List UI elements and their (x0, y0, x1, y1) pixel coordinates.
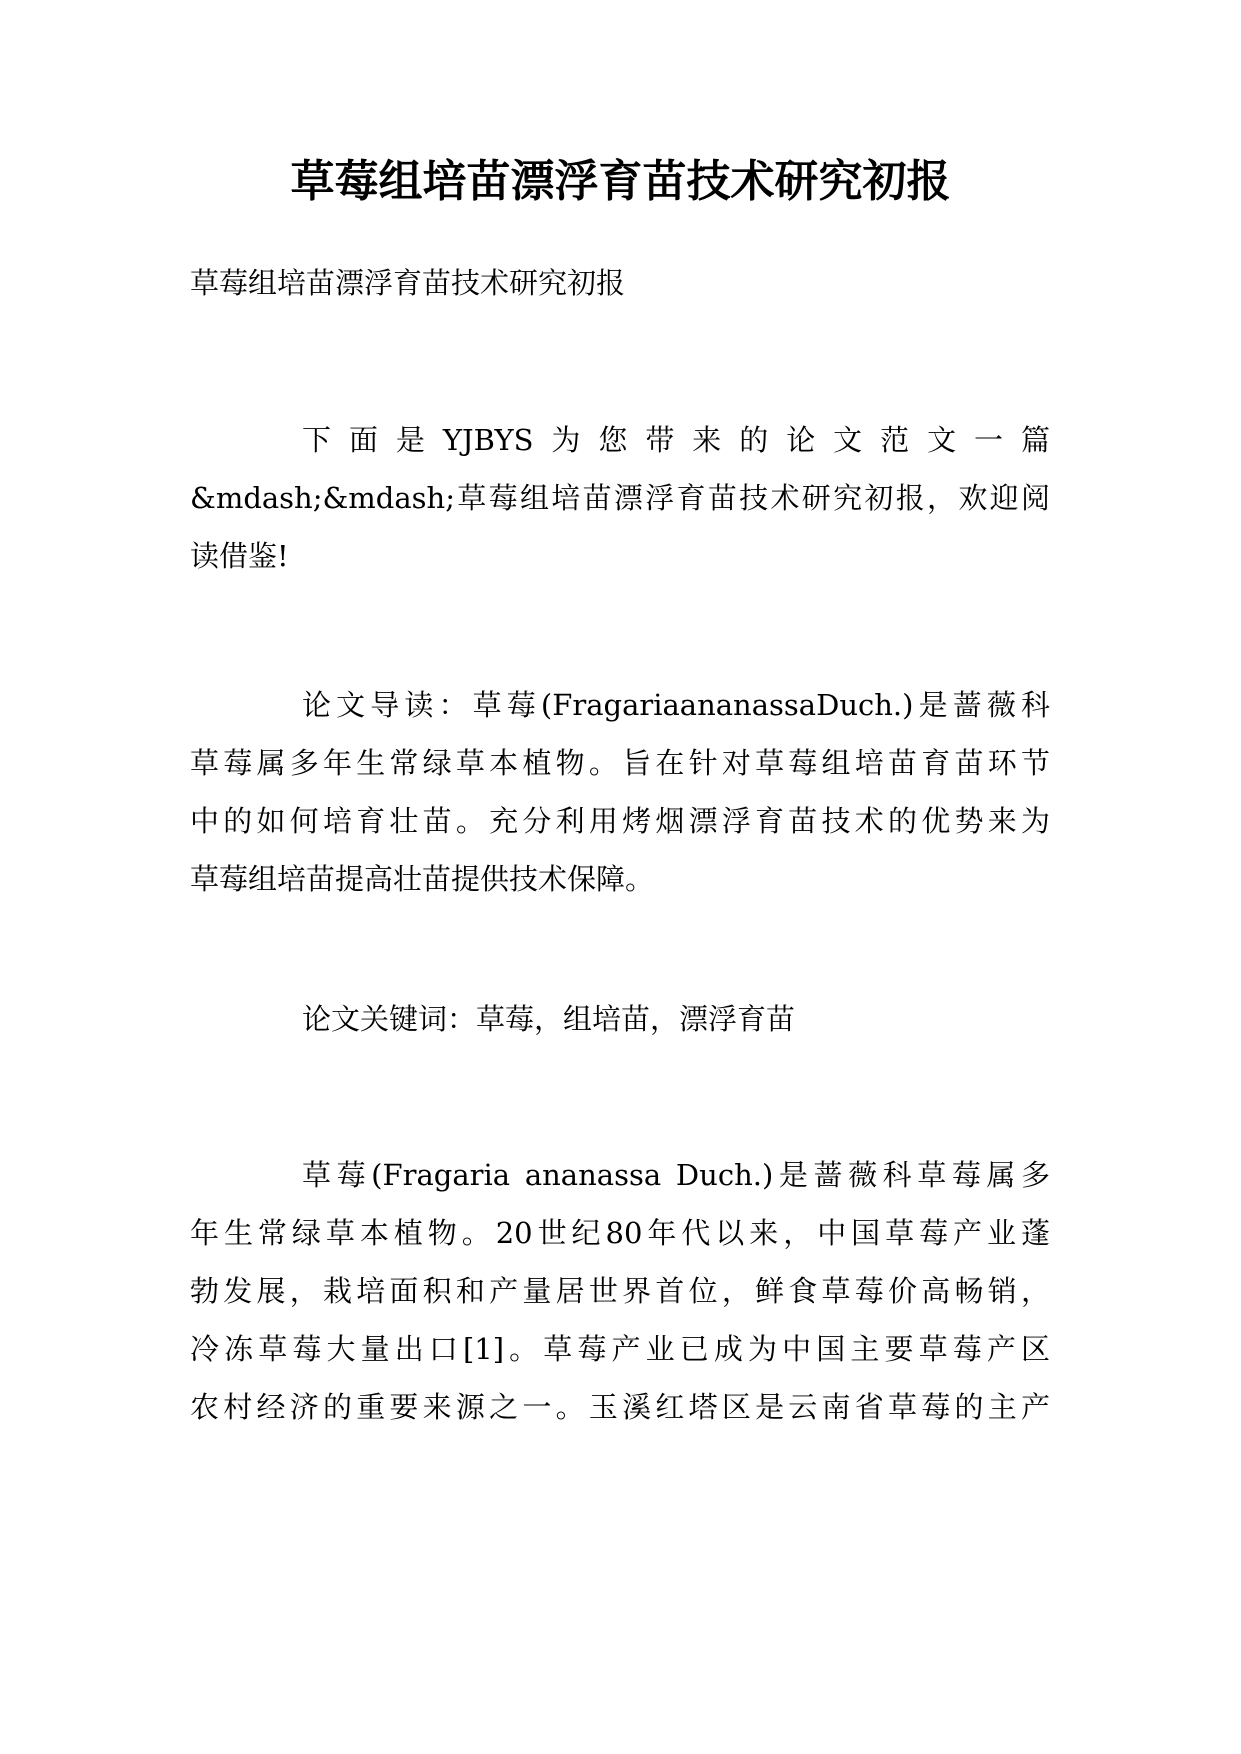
abstract-line-4: 草莓组培苗提高壮苗提供技术保障。 (190, 862, 655, 896)
document-title: 草莓组培苗漂浮育苗技术研究初报 (290, 156, 951, 207)
intro-line-3: 读借鉴! (190, 539, 289, 573)
body-line-3: 勃发展，栽培面积和产量居世界首位，鲜食草莓价高畅销， (190, 1274, 1050, 1308)
body-line-5: 农村经济的重要来源之一。玉溪红塔区是云南省草莓的主产 (190, 1390, 1050, 1424)
keywords-paragraph (190, 990, 1050, 1048)
intro-line-2: &mdash;&mdash;草莓组培苗漂浮育苗技术研究初报，欢迎阅 (190, 481, 1050, 515)
intro-paragraph (190, 411, 1050, 585)
document-subtitle (190, 254, 1050, 312)
body-line-4: 冷冻草莓大量出口[1]。草莓产业已成为中国主要草莓产区 (190, 1332, 1050, 1366)
subtitle-line: 草莓组培苗漂浮育苗技术研究初报 (190, 266, 626, 300)
body-line-1: 草莓(Fragaria ananassa Duch.)是蔷薇科草莓属多 (302, 1158, 1050, 1192)
abstract-line-1: 论文导读：草莓(FragariaananassaDuch.)是蔷薇科 (302, 688, 1050, 722)
body-paragraph (190, 1146, 1050, 1436)
keywords-line: 论文关键词：草莓，组培苗，漂浮育苗 (302, 1002, 796, 1036)
body-line-2: 年生常绿草本植物。20世纪80年代以来，中国草莓产业蓬 (190, 1216, 1050, 1250)
abstract-line-2: 草莓属多年生常绿草本植物。旨在针对草莓组培苗育苗环节 (190, 746, 1050, 780)
abstract-paragraph (190, 676, 1050, 908)
abstract-line-3: 中的如何培育壮苗。充分利用烤烟漂浮育苗技术的优势来为 (190, 804, 1050, 838)
intro-line-1: 下面是YJBYS为您带来的论文范文一篇 (302, 423, 1050, 457)
